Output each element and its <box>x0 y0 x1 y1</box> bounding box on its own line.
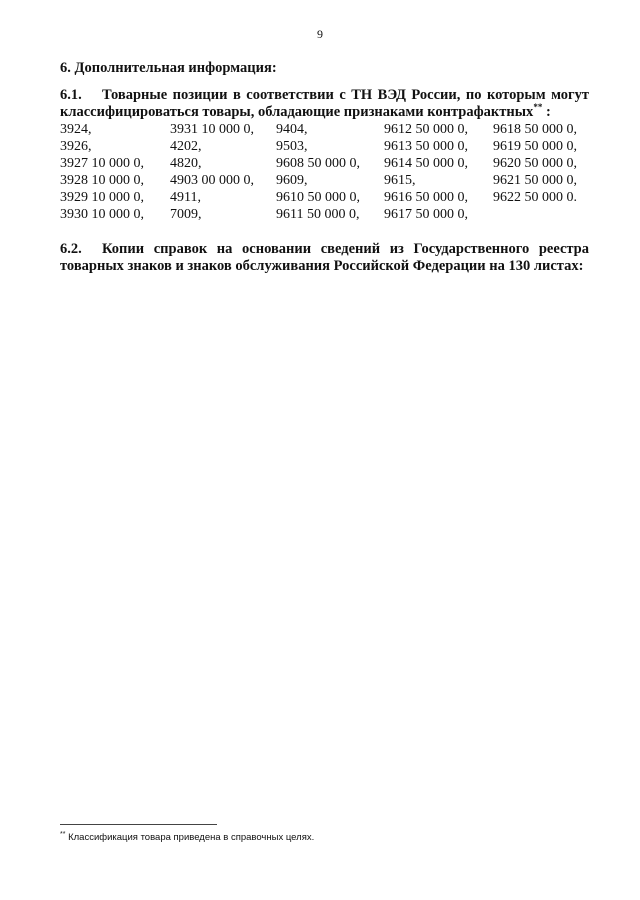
commodity-code: 9622 50 000 0. <box>493 190 577 205</box>
commodity-code: 3931 10 000 0, <box>170 122 254 137</box>
commodity-code: 3928 10 000 0, <box>60 173 144 188</box>
commodity-code: 7009, <box>170 207 202 222</box>
commodity-code: 9615, <box>384 173 416 188</box>
paragraph-6-2-text-2: товарных знаков и знаков обслуживания Российской Федерации на 130 листах: <box>60 258 584 274</box>
commodity-code: 4903 00 000 0, <box>170 173 254 188</box>
commodity-code: 9610 50 000 0, <box>276 190 360 205</box>
commodity-code: 3929 10 000 0, <box>60 190 144 205</box>
commodity-code <box>493 206 600 223</box>
paragraph-6-2 <box>60 241 589 275</box>
commodity-code: 3930 10 000 0, <box>60 207 144 222</box>
paragraph-6-1 <box>60 87 589 121</box>
paragraph-6-1-line-2 <box>60 104 589 121</box>
commodity-codes-list <box>60 121 600 223</box>
page-number: 9 <box>317 27 323 41</box>
paragraph-6-2-text-1: Копии справок на основании сведений из Государственного реестра <box>102 241 589 257</box>
section-title: 6. Дополнительная информация: <box>60 60 277 76</box>
commodity-code: 9621 50 000 0, <box>493 173 577 188</box>
paragraph-6-1-text-2: классифицироваться товары, обладающие признаками контрафактных <box>60 104 534 120</box>
commodity-code: 9614 50 000 0, <box>384 156 468 171</box>
commodity-code: 4911, <box>170 190 201 205</box>
commodity-code: 9612 50 000 0, <box>384 122 468 137</box>
commodity-code: 3924, <box>60 122 92 137</box>
commodity-code: 9404, <box>276 122 308 137</box>
commodity-code: 9617 50 000 0, <box>384 207 468 222</box>
commodity-code: 4202, <box>170 139 202 154</box>
commodity-code: 9503, <box>276 139 308 154</box>
commodity-code: 3927 10 000 0, <box>60 156 144 171</box>
paragraph-6-1-line-1 <box>60 87 589 104</box>
paragraph-6-1-text-1: Товарные позиции в соответствии с ТН ВЭД России, по которым могут <box>102 87 589 103</box>
commodity-code: 9608 50 000 0, <box>276 156 360 171</box>
commodity-code: 9620 50 000 0, <box>493 156 577 171</box>
commodity-code: 3926, <box>60 139 92 154</box>
paragraph-6-1-colon: : <box>545 104 551 120</box>
paragraph-6-2-number: 6.2. <box>60 241 82 257</box>
footnote-reference-marker: ** <box>533 102 543 113</box>
footnote-text: Классификация товара приведена в справочных целях. <box>68 832 315 843</box>
footnote <box>60 832 314 843</box>
footnote-marker: ** <box>60 830 66 838</box>
commodity-code: 9618 50 000 0, <box>493 122 577 137</box>
commodity-code: 9613 50 000 0, <box>384 139 468 154</box>
footnote-divider <box>60 824 217 825</box>
paragraph-6-1-number: 6.1. <box>60 87 82 103</box>
commodity-code: 9616 50 000 0, <box>384 190 468 205</box>
paragraph-6-2-line-1 <box>60 241 589 258</box>
commodity-code: 9611 50 000 0, <box>276 207 360 222</box>
commodity-code: 9609, <box>276 173 308 188</box>
commodity-code: 9619 50 000 0, <box>493 139 577 154</box>
commodity-code: 4820, <box>170 156 202 171</box>
paragraph-6-2-line-2 <box>60 258 589 275</box>
